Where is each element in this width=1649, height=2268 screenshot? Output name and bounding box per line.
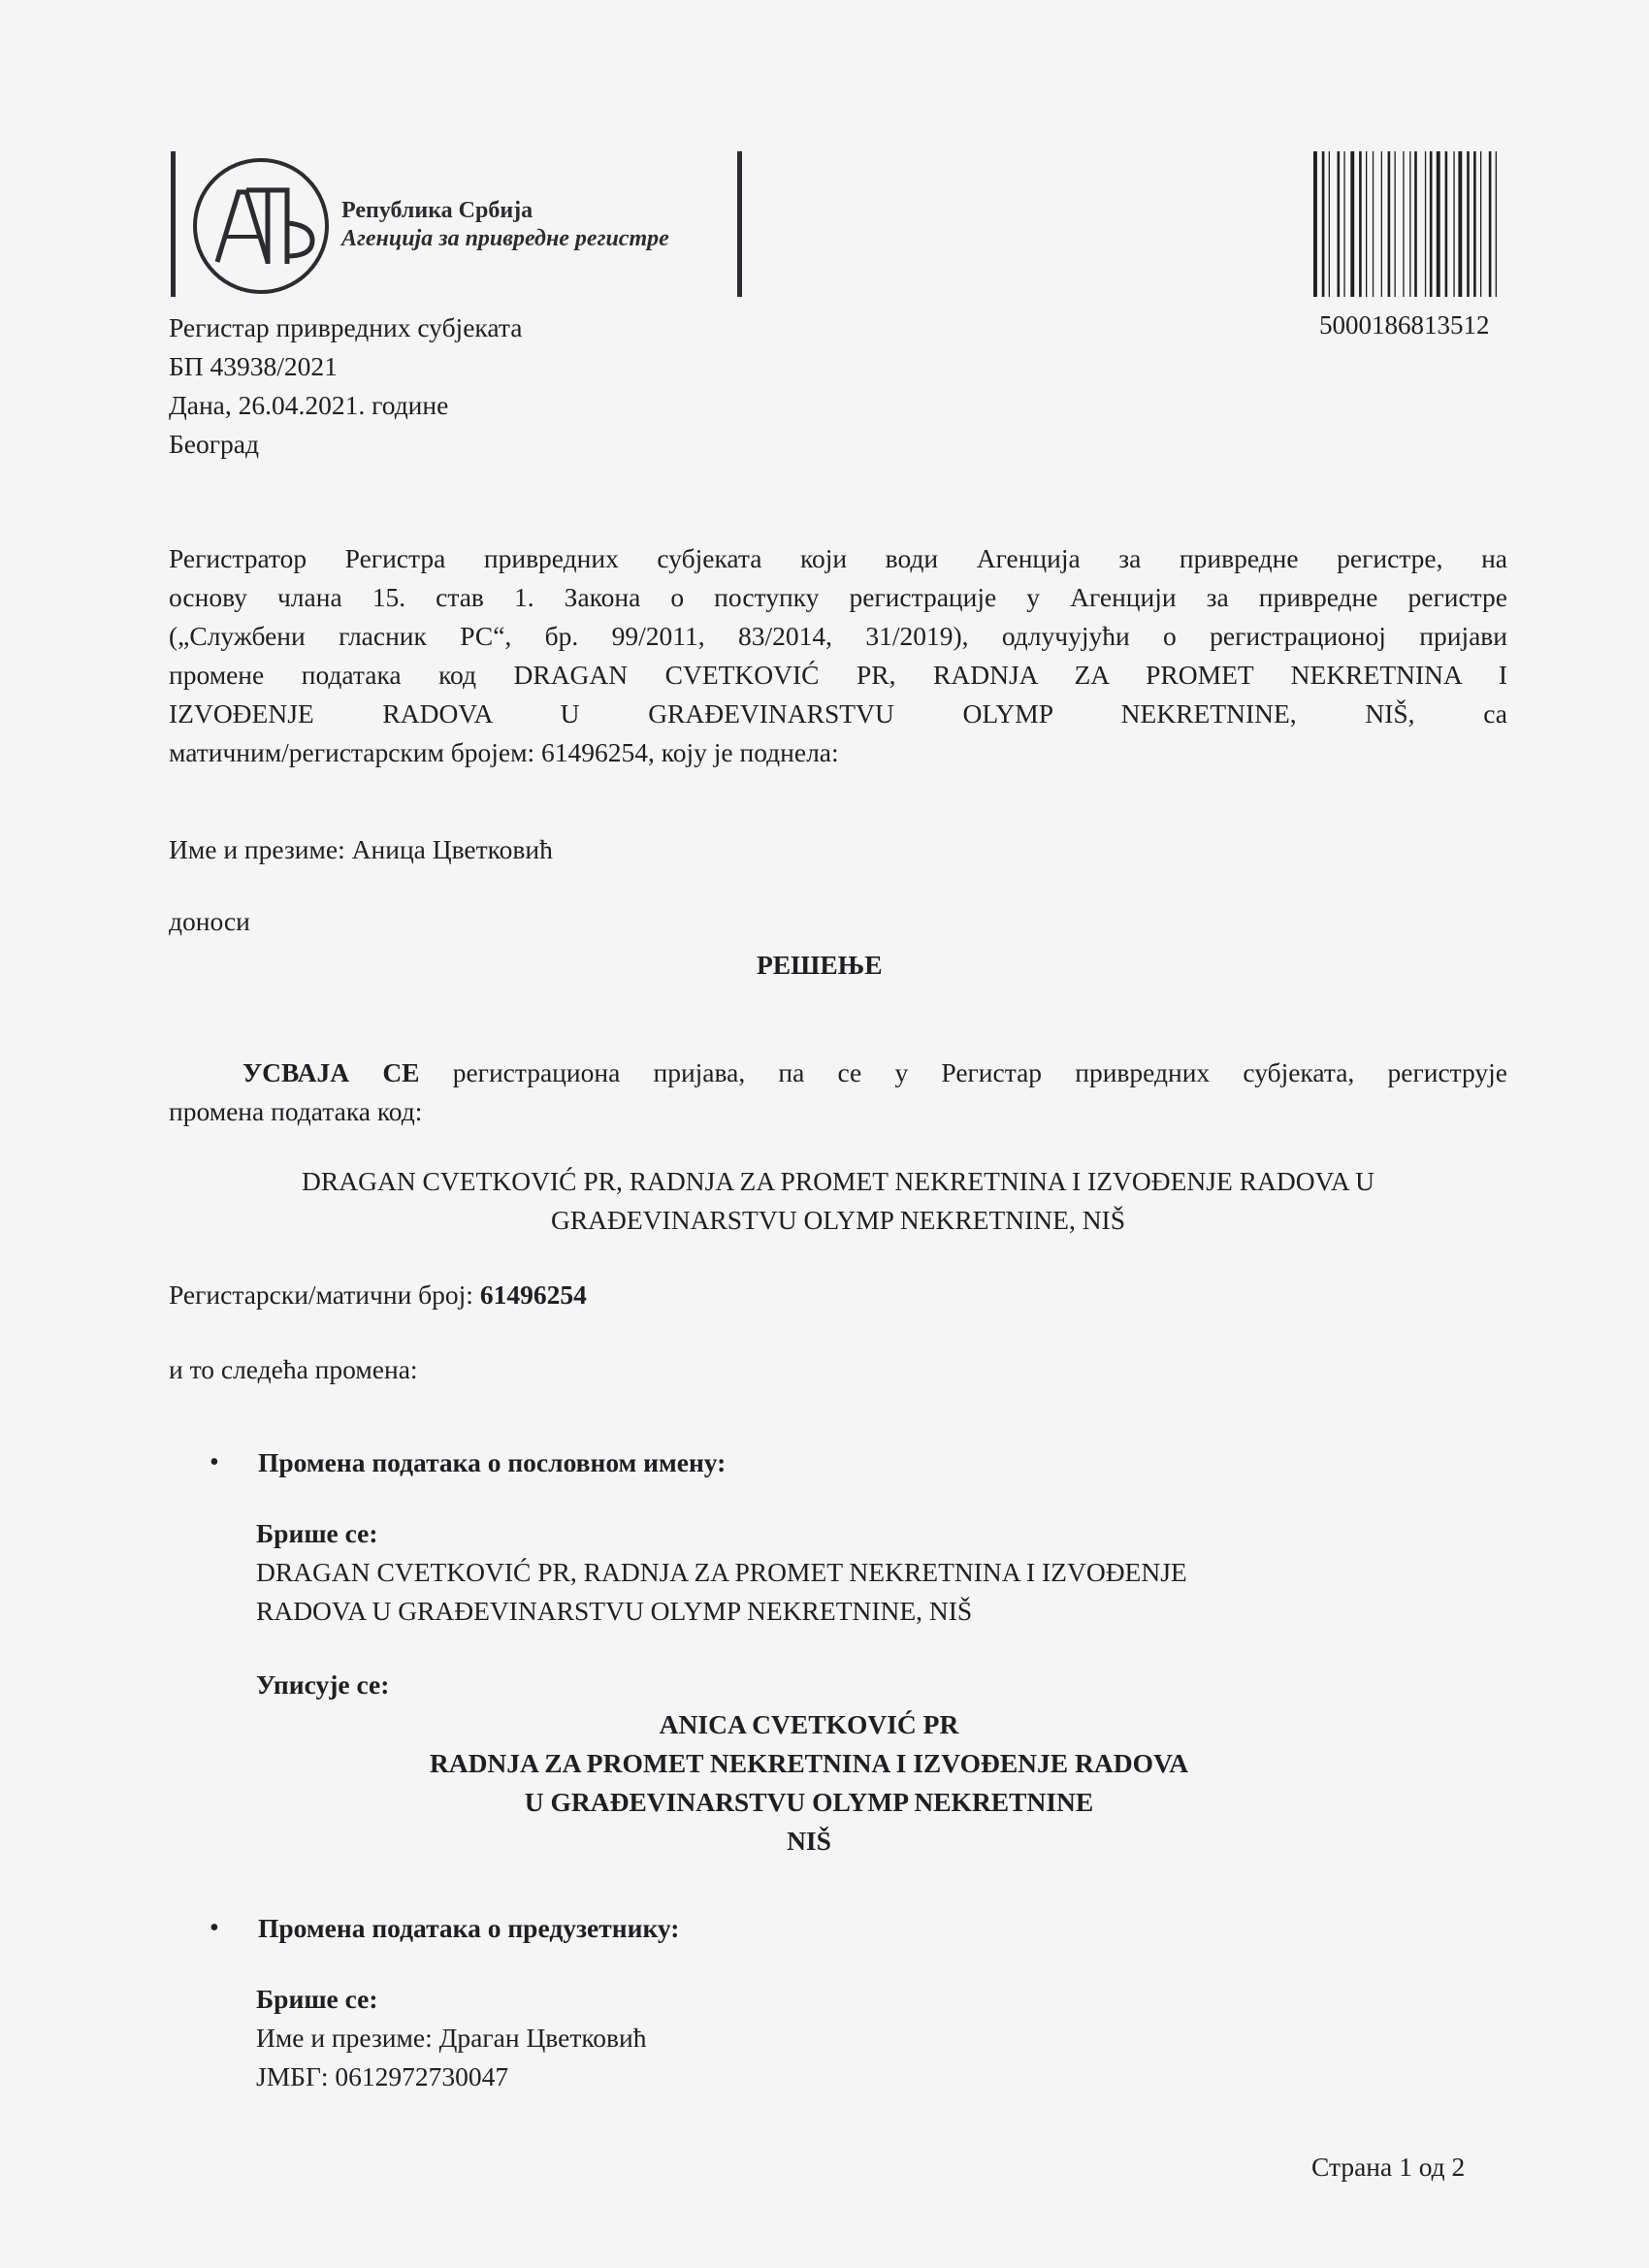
section2-delete-label: Брише се: <box>256 1984 378 2014</box>
decision-line <box>169 1053 1507 1092</box>
company-name-line: GRAĐEVINARSTVU OLYMP NEKRETNINE, NIŠ <box>550 1205 1126 1235</box>
donosi-text: доноси <box>169 906 250 936</box>
applicant-label: Име и презиме: <box>169 834 345 864</box>
barcode-bar <box>1329 151 1330 297</box>
reg-number-label: Регистарски/матични број: <box>169 1280 480 1310</box>
barcode-number: 5000186813512 <box>1319 310 1490 340</box>
section1-delete-line: RADOVA U GRAĐEVINARSTVU OLYMP NEKRETNINE, NIŠ <box>256 1596 973 1626</box>
logo-right-rule <box>737 151 742 297</box>
section2-title: Промена података о предузетнику: <box>258 1913 680 1943</box>
barcode-bar <box>1496 151 1497 297</box>
intro-line: IZVOĐENJE RADOVA U GRAĐEVINARSTVU OLYMP NEKRETNINE, NIŠ, са <box>169 698 1507 729</box>
decision-line: промена података код: <box>169 1096 423 1126</box>
case-number: БП 43938/2021 <box>169 351 338 381</box>
barcode-bar <box>1453 151 1454 297</box>
bullet-icon: • <box>210 1447 219 1477</box>
decision-title: РЕШЕЊЕ <box>757 950 883 980</box>
reg-number-line <box>169 1276 587 1314</box>
barcode-bar <box>1381 151 1382 297</box>
barcode-bar <box>1343 151 1344 297</box>
decision-bold-lead: УСВАЈА СЕ <box>242 1057 420 1087</box>
barcode-bar <box>1430 151 1433 297</box>
barcode-bar <box>1425 151 1426 297</box>
change-intro: и то следећа промена: <box>169 1354 418 1384</box>
logo-left-rule <box>171 151 176 297</box>
bullet-icon: • <box>210 1913 219 1943</box>
barcode-bar <box>1458 151 1462 297</box>
intro-line: („Службени гласник РС“, бр. 99/2011, 83/2014, 31/2019), одлучујући о регистрационој пријави <box>169 621 1507 651</box>
barcode-bar <box>1388 151 1391 297</box>
date-line: Дана, 26.04.2021. године <box>169 390 449 420</box>
barcode-bar <box>1437 151 1440 297</box>
registry-name: Регистар привредних субјеката <box>169 312 523 342</box>
apr-logo-icon <box>190 155 332 297</box>
barcode-bar <box>1467 151 1470 297</box>
barcode-bar <box>1473 151 1476 297</box>
barcode-bar <box>1414 151 1417 297</box>
logo-text-republic: Република Србија <box>341 198 534 223</box>
barcode-bar <box>1366 151 1367 297</box>
barcode-bar <box>1489 151 1492 297</box>
section1-insert-label: Уписује се: <box>256 1669 390 1700</box>
decision-rest: регистрациона пријава, па се у Регистар привредних субјеката, региструје <box>419 1057 1507 1087</box>
barcode-bar <box>1480 151 1481 297</box>
intro-line: матичним/регистарским бројем: 61496254, коју је поднела: <box>169 737 839 767</box>
company-name-line: DRAGAN CVETKOVIĆ PR, RADNJA ZA PROMET NEKRETNINA I IZVOĐENJE RADOVA U <box>302 1166 1374 1196</box>
barcode-bar <box>1373 151 1374 297</box>
barcode-bar <box>1359 151 1362 297</box>
intro-line: промене података код DRAGAN CVETKOVIĆ PR, RADNJA ZA PROMET NEKRETNINA I <box>169 660 1507 690</box>
intro-line: Регистратор Регистра привредних субјеката који води Агенција за привредне регистре, на <box>169 543 1507 573</box>
reg-number-value: 61496254 <box>479 1280 587 1310</box>
barcode-bar <box>1409 151 1410 297</box>
section1-delete-line: DRAGAN CVETKOVIĆ PR, RADNJA ZA PROMET NEKRETNINA I IZVOĐENJE <box>256 1557 1187 1587</box>
barcode-bar <box>1395 151 1396 297</box>
section1-title: Промена података о пословном имену: <box>258 1447 727 1477</box>
section1-insert-line: U GRAĐEVINARSTVU OLYMP NEKRETNINE <box>524 1787 1094 1817</box>
section1-insert-line: RADNJA ZA PROMET NEKRETNINA I IZVOĐENJE RADOVA <box>429 1748 1189 1778</box>
barcode-bar <box>1403 151 1404 297</box>
applicant-name: Аница Цветковић <box>351 834 553 864</box>
logo-text-agency: Агенција за привредне регистре <box>341 226 669 251</box>
barcode <box>1311 151 1505 297</box>
city-line: Београд <box>169 429 259 459</box>
section2-name-line: Име и презиме: Драган Цветковић <box>256 2023 647 2053</box>
intro-paragraph <box>169 539 1507 772</box>
barcode-bar <box>1445 151 1448 297</box>
section1-delete-label: Брише се: <box>256 1518 378 1548</box>
section1-insert-line: ANICA CVETKOVIĆ PR <box>659 1709 959 1739</box>
barcode-bar <box>1350 151 1354 297</box>
intro-line: основу члана 15. став 1. Закона о поступку регистрације у Агенцији за привредне регистре <box>169 582 1507 612</box>
page-number: Страна 1 од 2 <box>1311 2152 1466 2182</box>
section1-insert-line: NIŠ <box>787 1826 831 1856</box>
barcode-bar <box>1313 151 1317 297</box>
barcode-bar <box>1338 151 1341 297</box>
decision-paragraph <box>169 1053 1507 1131</box>
section2-jmbg-line: ЈМБГ: 0612972730047 <box>256 2061 509 2091</box>
barcode-bar <box>1322 151 1325 297</box>
applicant-line <box>169 830 553 869</box>
